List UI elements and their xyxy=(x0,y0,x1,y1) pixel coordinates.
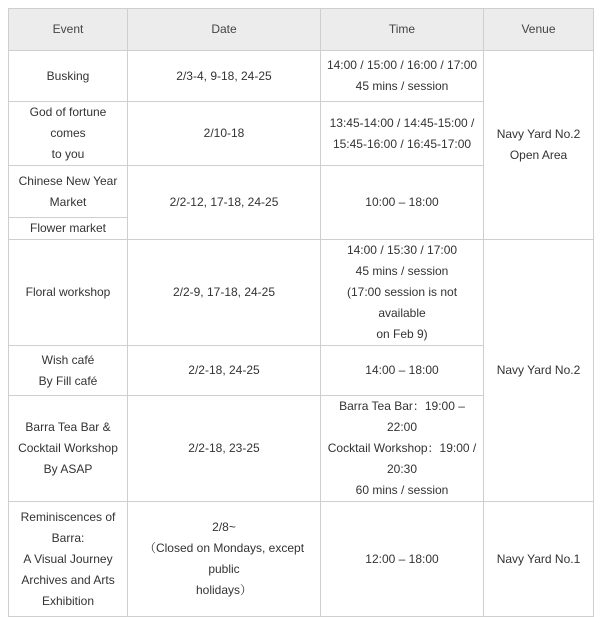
date-cell: 2/8~ （Closed on Mondays, except public holidays） xyxy=(128,502,321,617)
time-cell: 14:00 / 15:00 / 16:00 / 17:00 45 mins / session xyxy=(321,51,484,102)
event-cell: Barra Tea Bar & Cocktail Workshop By ASAP xyxy=(9,396,128,502)
venue-cell: Navy Yard No.2 Open Area xyxy=(484,51,594,240)
event-cell: Wish café By Fill café xyxy=(9,346,128,396)
time-cell: 10:00 – 18:00 xyxy=(321,166,484,240)
date-cell: 2/3-4, 9-18, 24-25 xyxy=(128,51,321,102)
event-cell: Flower market xyxy=(9,218,128,240)
event-cell: Floral workshop xyxy=(9,240,128,346)
date-cell: 2/2-18, 23-25 xyxy=(128,396,321,502)
time-cell: 14:00 / 15:30 / 17:00 45 mins / session (17:00 session is not available on Feb 9) xyxy=(321,240,484,346)
time-cell: 13:45-14:00 / 14:45-15:00 / 15:45-16:00 / 16:45-17:00 xyxy=(321,102,484,166)
table-row xyxy=(9,240,594,346)
date-cell: 2/2-18, 24-25 xyxy=(128,346,321,396)
event-schedule-table xyxy=(8,8,594,617)
table-row xyxy=(9,51,594,102)
header-date: Date xyxy=(128,9,321,51)
event-cell: Chinese New Year Market xyxy=(9,166,128,218)
date-cell: 2/10-18 xyxy=(128,102,321,166)
header-row xyxy=(9,9,594,51)
time-cell: 12:00 – 18:00 xyxy=(321,502,484,617)
event-cell: Reminiscences of Barra: A Visual Journey Archives and Arts Exhibition xyxy=(9,502,128,617)
date-cell: 2/2-9, 17-18, 24-25 xyxy=(128,240,321,346)
event-cell: God of fortune comes to you xyxy=(9,102,128,166)
time-cell: 14:00 – 18:00 xyxy=(321,346,484,396)
header-event: Event xyxy=(9,9,128,51)
header-venue: Venue xyxy=(484,9,594,51)
time-cell: Barra Tea Bar：19:00 – 22:00 Cocktail Workshop：19:00 / 20:30 60 mins / session xyxy=(321,396,484,502)
header-time: Time xyxy=(321,9,484,51)
date-cell: 2/2-12, 17-18, 24-25 xyxy=(128,166,321,240)
venue-cell: Navy Yard No.1 xyxy=(484,502,594,617)
venue-cell: Navy Yard No.2 xyxy=(484,240,594,502)
event-cell: Busking xyxy=(9,51,128,102)
table-row xyxy=(9,502,594,617)
